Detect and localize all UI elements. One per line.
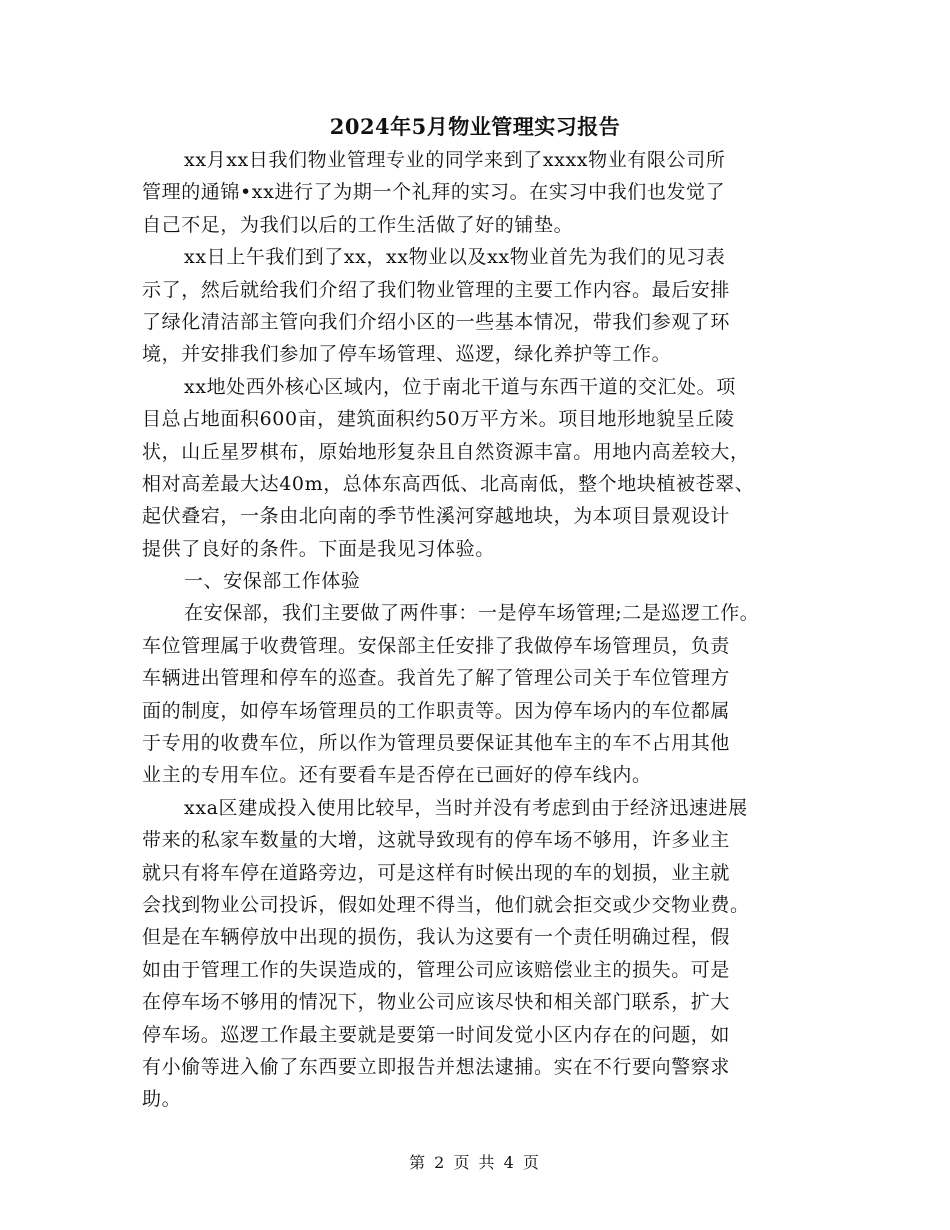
text-line: 管理的通锦•xx进行了为期一个礼拜的实习。在实习中我们也发觉了 <box>142 181 726 204</box>
text-line: xxa区建成投入使用比较早，当时并没有考虑到由于经济迅速进展 <box>184 796 748 819</box>
text-line: 就只有将车停在道路旁边，可是这样有时候出现的车的划损，业主就 <box>142 861 731 884</box>
text-line: 了绿化清洁部主管向我们介绍小区的一些基本情况，带我们参观了环 <box>142 310 731 333</box>
text-line: xx月xx日我们物业管理专业的同学来到了xxxx物业有限公司所 <box>184 149 726 171</box>
text-line: 目总占地面积600亩，建筑面积约50万平方米。项目地形地貌呈丘陵 <box>142 408 735 431</box>
text-line: xx日上午我们到了xx，xx物业以及xx物业首先为我们的见习表 <box>184 246 726 269</box>
text-line: 面的制度，如停车场管理员的工作职责等。因为停车场内的车位都属 <box>142 699 731 722</box>
text-line: 状，山丘星罗棋布，原始地形复杂且自然资源丰富。用地内高差较大， <box>142 440 750 463</box>
text-line: 但是在车辆停放中出现的损伤，我认为这要有一个责任明确过程，假 <box>142 926 731 949</box>
document-body <box>142 144 820 1116</box>
text-line: 在停车场不够用的情况下，物业公司应该尽快和相关部门联系，扩大 <box>142 991 731 1014</box>
text-line: 有小偷等进入偷了东西要立即报告并想法逮捕。实在不行要向警察求 <box>142 1055 731 1078</box>
text-line: 在安保部，我们主要做了两件事：一是停车场管理;二是巡逻工作。 <box>184 602 760 625</box>
page-number-footer: 第 2 页 共 4 页 <box>409 1153 541 1172</box>
section-heading: 一、安保部工作体验 <box>184 570 361 593</box>
text-line: xx地处西外核心区域内，位于南北干道与东西干道的交汇处。项 <box>184 375 736 398</box>
text-line: 会找到物业公司投诉，假如处理不得当，他们就会拒交或少交物业费。 <box>142 893 750 916</box>
text-line: 境，并安排我们参加了停车场管理、巡逻，绿化养护等工作。 <box>142 343 672 366</box>
text-line: 相对高差最大达40m，总体东高西低、北高南低，整个地块植被苍翠、 <box>142 472 755 495</box>
text-line: 车辆进出管理和停车的巡查。我首先了解了管理公司关于车位管理方 <box>142 667 731 690</box>
text-line: 业主的专用车位。还有要看车是否停在已画好的停车线内。 <box>142 764 652 787</box>
text-line: 带来的私家车数量的大增，这就导致现有的停车场不够用，许多业主 <box>142 829 731 852</box>
text-line: 提供了良好的条件。下面是我见习体验。 <box>142 537 495 560</box>
page-title: 2024年5月物业管理实习报告 <box>329 114 621 139</box>
text-line: 示了，然后就给我们介绍了我们物业管理的主要工作内容。最后安排 <box>142 278 731 301</box>
text-line: 停车场。巡逻工作最主要就是要第一时间发觉小区内存在的问题，如 <box>142 1023 731 1046</box>
text-line: 于专用的收费车位，所以作为管理员要保证其他车主的车不占用其他 <box>142 732 731 755</box>
text-line: 自己不足，为我们以后的工作生活做了好的铺垫。 <box>142 213 574 236</box>
text-line: 车位管理属于收费管理。安保部主任安排了我做停车场管理员，负责 <box>142 634 731 657</box>
text-line: 如由于管理工作的失误造成的，管理公司应该赔偿业主的损失。可是 <box>142 958 731 981</box>
text-line: 助。 <box>142 1088 182 1111</box>
text-line: 起伏叠宕，一条由北向南的季节性溪河穿越地块，为本项目景观设计 <box>142 505 731 528</box>
